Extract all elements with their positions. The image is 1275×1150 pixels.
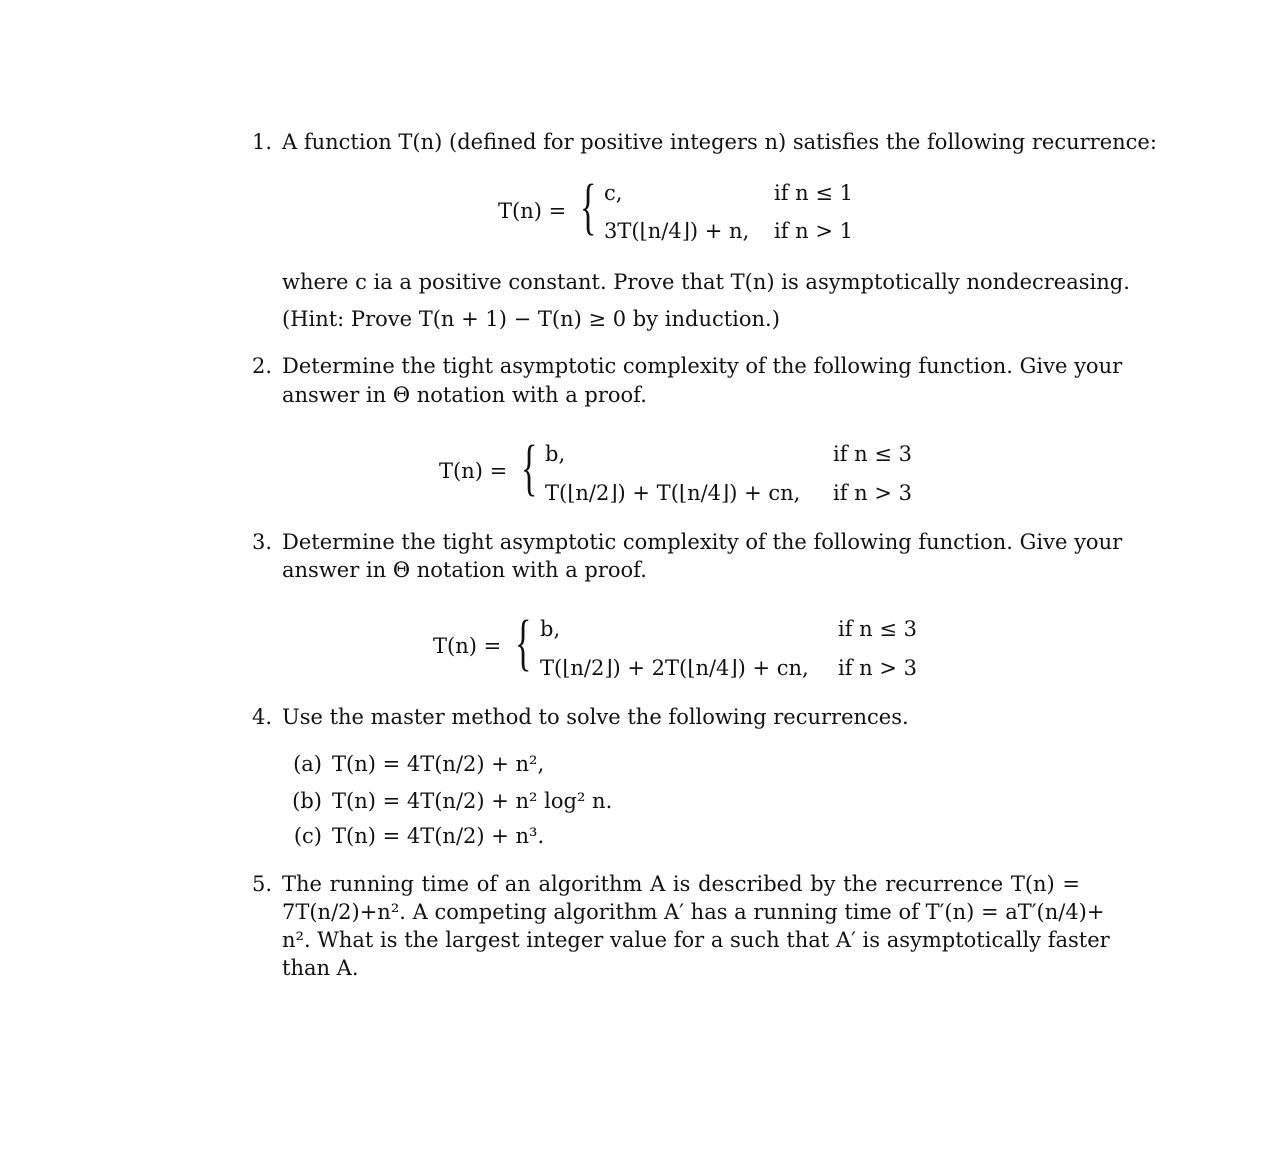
case-1-expression: b, [545, 442, 566, 466]
equation-lhs: T(n) = [433, 634, 502, 658]
case-1-condition: if n ≤ 3 [838, 617, 917, 641]
problem-4-text: Use the master method to solve the following recurrences. [282, 705, 909, 729]
left-brace: { [521, 434, 538, 502]
equation-lhs: T(n) = [498, 199, 567, 223]
subitem-b [292, 787, 613, 815]
problem-2-number: 2. [252, 354, 273, 378]
problem-1-statement: A function T(n) (defined for positive integers n) satisfies the following recurrence: [282, 130, 1157, 154]
case-2-condition: if n > 1 [774, 219, 853, 243]
problem-3-text-line-2: answer in Θ notation with a proof. [282, 558, 647, 582]
equation-lhs: T(n) = [439, 459, 508, 483]
problem-2-text-line-1: Determine the tight asymptotic complexity of the following function. Give your [282, 354, 1123, 378]
case-1-condition: if n ≤ 3 [833, 442, 912, 466]
subitem-a [293, 750, 545, 778]
problem-5-text-line-3: n². What is the largest integer value for a such that A′ is asymptotically faster [282, 928, 1110, 952]
subitem-a-label: (a) [293, 752, 322, 776]
case-1-expression: c, [604, 181, 623, 205]
case-2-expression: T(⌊n/2⌋) + 2T(⌊n/4⌋) + cn, [540, 656, 809, 680]
problem-3-number: 3. [252, 530, 273, 554]
case-2-condition: if n > 3 [833, 481, 912, 505]
case-2-expression: 3T(⌊n/4⌋) + n, [604, 219, 750, 243]
problem-2-text-line-2: answer in Θ notation with a proof. [282, 383, 647, 407]
problem-1-text: where c ia a positive constant. Prove that T(n) is asymptotically nondecreasing. [282, 270, 1130, 294]
left-brace: { [580, 173, 597, 241]
subitem-c-label: (c) [293, 824, 322, 848]
subitem-a-text: T(n) = 4T(n/2) + n², [332, 752, 545, 776]
case-1-expression: b, [540, 617, 561, 641]
problem-4-number: 4. [252, 705, 273, 729]
case-1-condition: if n ≤ 1 [774, 181, 853, 205]
left-brace: { [515, 609, 532, 677]
problem-1-hint: (Hint: Prove T(n + 1) − T(n) ≥ 0 by induction.) [282, 307, 780, 331]
problem-5-number: 5. [252, 872, 273, 896]
problem-5-text-line-4: than A. [282, 956, 359, 980]
case-2-expression: T(⌊n/2⌋) + T(⌊n/4⌋) + cn, [545, 481, 801, 505]
subitem-b-label: (b) [292, 789, 322, 813]
problem-1-number: 1. [252, 130, 273, 154]
subitem-b-text: T(n) = 4T(n/2) + n² log² n. [332, 789, 613, 813]
problem-5-text-line-2: 7T(n/2)+n². A competing algorithm A′ has a running time of T′(n) = aT′(n/4)+ [282, 900, 1105, 924]
subitem-c [293, 822, 545, 850]
case-2-condition: if n > 3 [838, 656, 917, 680]
problem-5-text-line-1: The running time of an algorithm A is described by the recurrence T(n) = [282, 872, 1080, 896]
problem-3-text-line-1: Determine the tight asymptotic complexity of the following function. Give your [282, 530, 1123, 554]
subitem-c-text: T(n) = 4T(n/2) + n³. [332, 824, 545, 848]
